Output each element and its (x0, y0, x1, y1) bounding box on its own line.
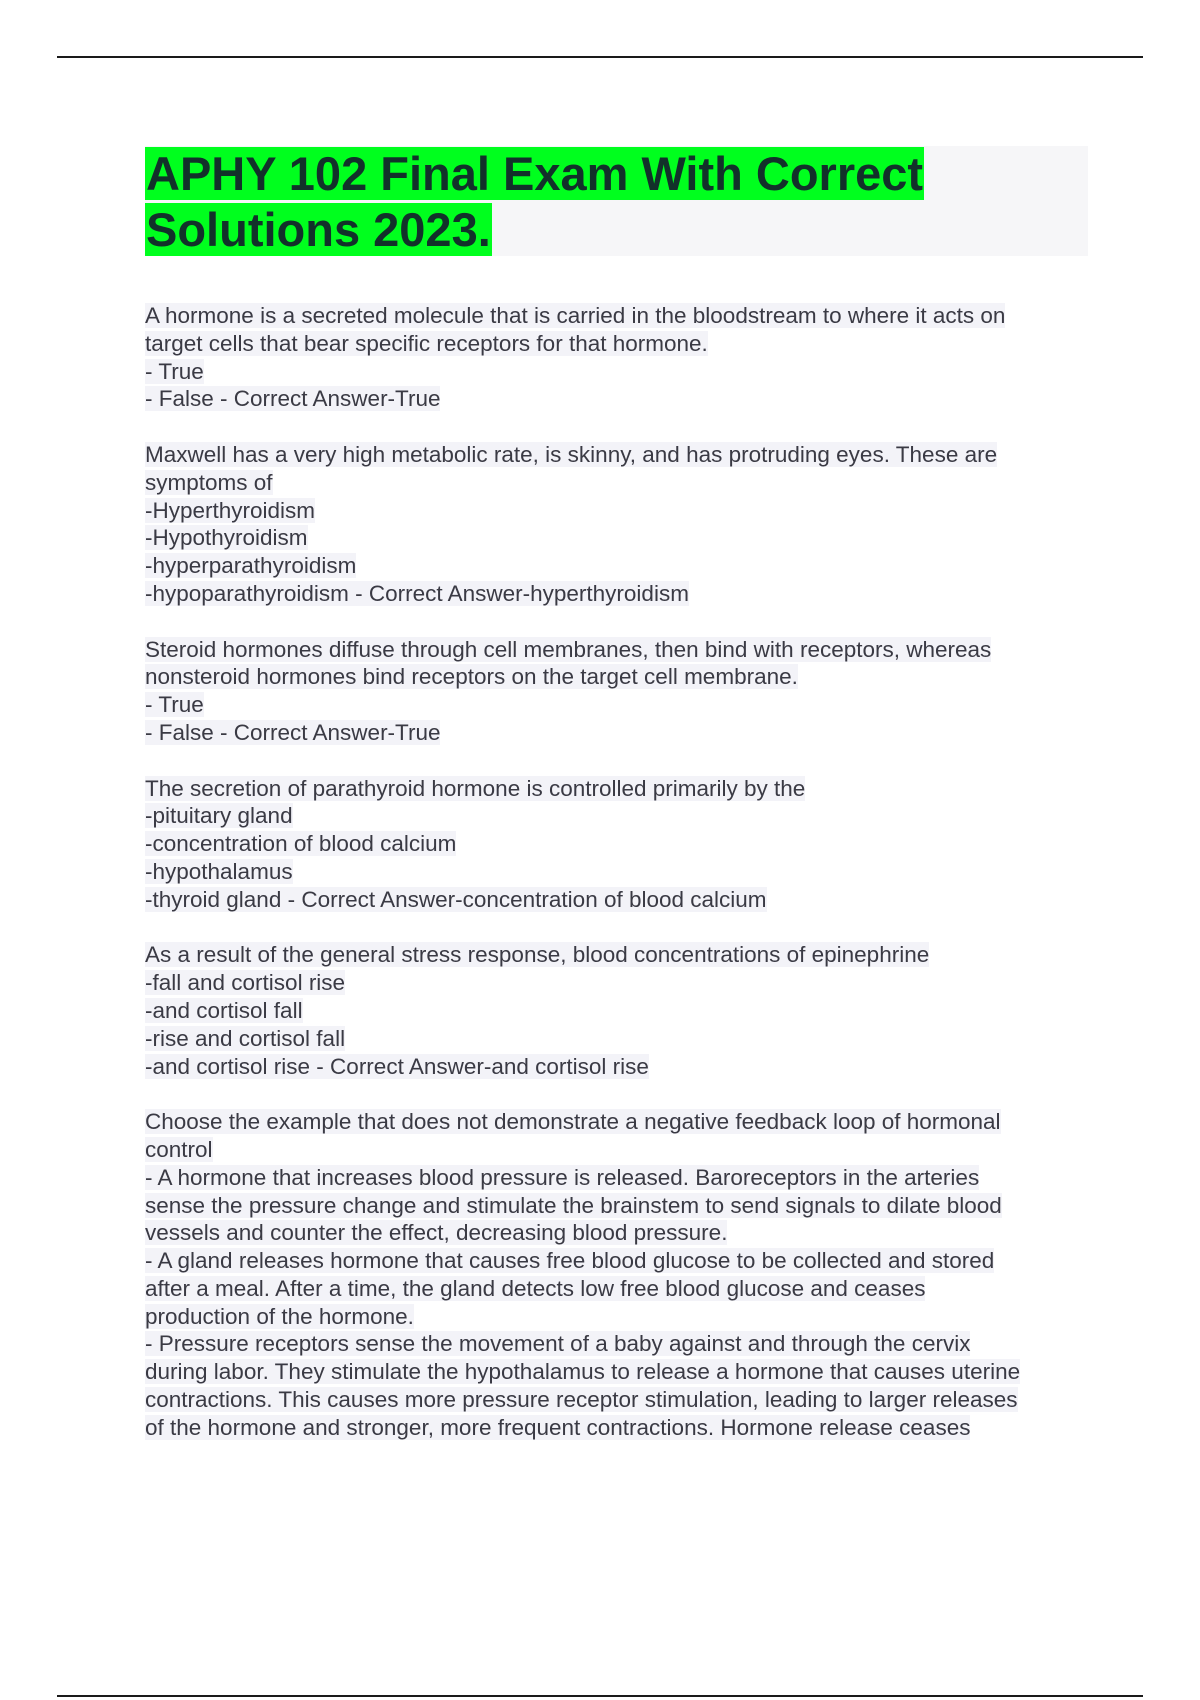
text-line: -pituitary gland (145, 803, 293, 829)
text-line: -thyroid gland - Correct Answer-concentration of blood calcium (145, 886, 767, 912)
text-line: after a meal. After a time, the gland detects low free blood glucose and ceases (145, 1275, 926, 1301)
text-line: - A gland releases hormone that causes free blood glucose to be collected and stored (145, 1248, 995, 1274)
question-3 (145, 636, 1095, 747)
text-line: symptoms of (145, 469, 273, 495)
title-line-1: APHY 102 Final Exam With Correct (146, 147, 924, 200)
text-line: Maxwell has a very high metabolic rate, is skinny, and has protruding eyes. These are (145, 441, 998, 467)
text-line: control (145, 1136, 213, 1162)
text-line: - False - Correct Answer-True (145, 386, 441, 412)
title-block (145, 146, 1088, 256)
text-line: Choose the example that does not demonstrate a negative feedback loop of hormonal (145, 1109, 1001, 1135)
text-line: -concentration of blood calcium (145, 831, 457, 857)
text-line: nonsteroid hormones bind receptors on the target cell membrane. (145, 664, 798, 690)
text-line: A hormone is a secreted molecule that is carried in the bloodstream to where it acts on (145, 303, 1006, 328)
text-line: -Hyperthyroidism (145, 497, 316, 523)
text-line: vessels and counter the effect, decreasing blood pressure. (145, 1220, 728, 1246)
text-line: production of the hormone. (145, 1303, 414, 1329)
bottom-rule (57, 1695, 1143, 1697)
text-line: of the hormone and stronger, more frequent contractions. Hormone release ceases (145, 1414, 971, 1440)
text-line: As a result of the general stress response, blood concentrations of epinephrine (145, 942, 930, 968)
text-line: - Pressure receptors sense the movement of a baby against and through the cervix (145, 1331, 971, 1357)
text-line: -and cortisol rise - Correct Answer-and cortisol rise (145, 1053, 649, 1079)
text-line: -hypoparathyroidism - Correct Answer-hyperthyroidism (145, 580, 689, 606)
question-6 (145, 1108, 1095, 1442)
question-5 (145, 941, 1095, 1080)
text-line: Steroid hormones diffuse through cell membranes, then bind with receptors, whereas (145, 636, 992, 662)
question-2 (145, 441, 1095, 608)
text-line: -and cortisol fall (145, 997, 303, 1023)
question-list (145, 302, 1095, 1469)
text-line: -Hypothyroidism (145, 525, 308, 551)
text-line: - A hormone that increases blood pressure is released. Baroreceptors in the arteries (145, 1164, 980, 1190)
text-line: - False - Correct Answer-True (145, 719, 441, 745)
text-line: - True (145, 358, 204, 384)
question-4 (145, 775, 1095, 914)
question-1 (145, 302, 1095, 413)
text-line: -hypothalamus (145, 858, 293, 884)
text-line: during labor. They stimulate the hypothalamus to release a hormone that causes uterine (145, 1359, 1021, 1385)
text-line: -hyperparathyroidism (145, 553, 357, 579)
title-line-2: Solutions 2023. (146, 203, 491, 256)
text-line: contractions. This causes more pressure receptor stimulation, leading to larger releases (145, 1387, 1018, 1413)
text-line: The secretion of parathyroid hormone is controlled primarily by the (145, 775, 806, 801)
page-title (145, 146, 1088, 258)
text-line: target cells that bear specific receptors for that hormone. (145, 330, 708, 356)
text-line: - True (145, 692, 204, 718)
text-line: -fall and cortisol rise (145, 970, 346, 996)
text-line: -rise and cortisol fall (145, 1025, 346, 1051)
text-line: sense the pressure change and stimulate the brainstem to send signals to dilate blood (145, 1192, 1002, 1218)
top-rule (57, 56, 1143, 58)
